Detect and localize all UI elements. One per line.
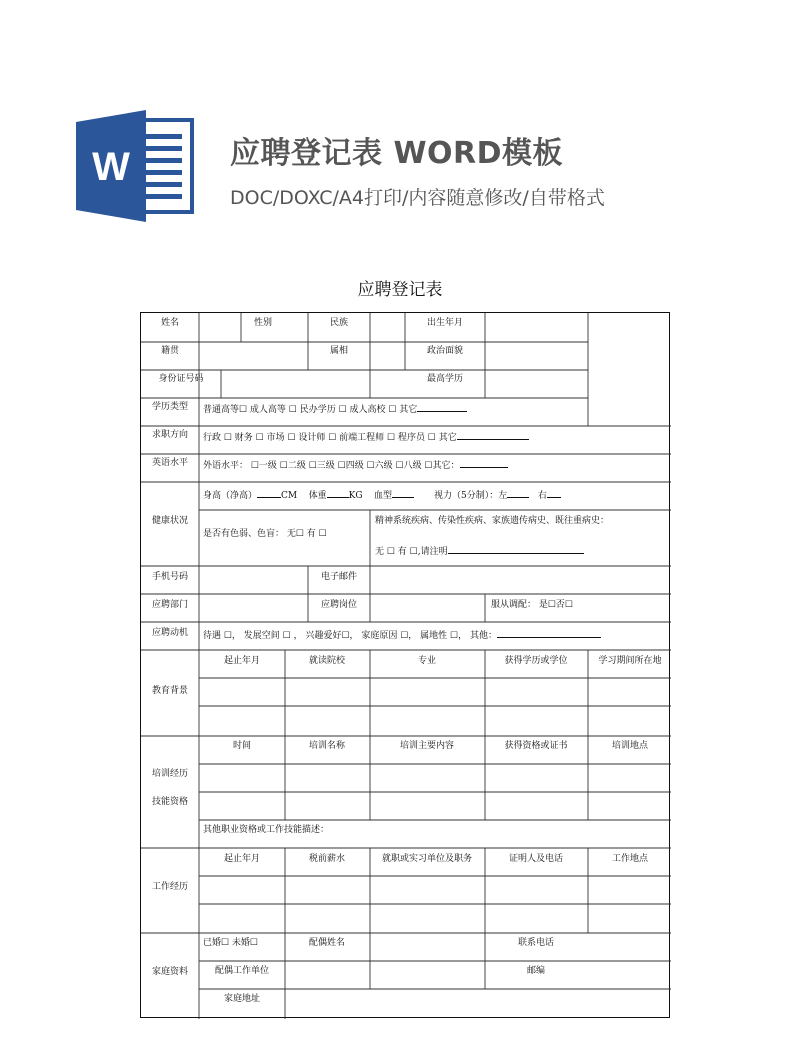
label-native-place: 籍贯 [160,346,180,356]
registration-form [140,312,670,1018]
health-measurements: 身高（净高） CM 体重 KG 血型 视力（5分制）：左 右 [203,488,561,502]
label-highest-education: 最高学历 [426,374,464,384]
label-family: 家庭资料 [151,967,189,977]
label-motive: 应聘动机 [151,628,189,638]
label-home-address: 家庭地址 [223,994,261,1004]
train-col-location: 培训地点 [611,741,649,751]
label-spouse-name: 配偶姓名 [308,938,346,948]
job-direction-options: 行政 ☐ 财务 ☐ 市场 ☐ 设计师 ☐ 前端工程师 ☐ 程序员 ☐ 其它 [203,430,529,444]
work-col-location: 工作地点 [611,854,649,864]
train-col-name: 培训名称 [308,741,346,751]
education-type-options: 普通高等☐ 成人高等 ☐ 民办学历 ☐ 成人高校 ☐ 其它 [203,402,467,416]
adjust-question: 服从调配： 是☐否☐ [491,600,573,610]
logo-letter: W [92,145,130,189]
train-col-certificate: 获得资格或证书 [504,741,568,751]
label-zip: 邮编 [526,966,546,976]
train-col-time: 时间 [232,741,252,751]
label-training: 培训经历 [151,769,189,779]
label-zodiac: 属相 [329,346,349,356]
label-education-type: 学历类型 [151,402,189,412]
page-subtitle: DOC/DOXC/A4打印/内容随意修改/自带格式 [230,187,605,209]
label-email: 电子邮件 [320,572,358,582]
work-col-reference: 证明人及电话 [508,854,564,864]
label-contact-phone: 联系电话 [517,938,555,948]
label-ethnicity: 民族 [329,318,349,328]
edu-col-degree: 获得学历或学位 [504,656,568,666]
label-job-direction: 求职方向 [151,430,189,440]
label-skills: 技能资格 [151,797,189,807]
page-title: 应聘登记表 WORD模板 [230,136,564,171]
label-english-level: 英语水平 [151,458,189,468]
motive-options: 待遇 ☐， 发展空间 ☐ ， 兴趣爱好☐， 家庭原因 ☐， 属地性 ☐， 其他： [203,628,601,642]
label-politics: 政治面貌 [426,346,464,356]
other-qualifications: 其他职业资格或工作技能描述： [203,825,330,835]
label-work-experience: 工作经历 [151,882,189,892]
train-col-content: 培训主要内容 [399,741,455,751]
edu-col-major: 专业 [417,656,437,666]
medical-history-answer: 无 ☐ 有 ☐,请注明 [375,544,584,558]
label-id-number: 身份证号码 [158,374,204,384]
work-col-salary: 税前薪水 [308,854,346,864]
form-title: 应聘登记表 [357,280,443,300]
label-phone: 手机号码 [151,572,189,582]
english-level-options: 外语水平： ☐一级 ☐二级 ☐三级 ☐四级 ☐六级 ☐八级 ☐其它： [203,458,508,472]
form-grid-lines [141,313,671,1019]
label-education-background: 教育背景 [151,686,189,696]
work-col-company: 就职或实习单位及职务 [381,854,473,864]
label-spouse-work: 配偶工作单位 [214,966,270,976]
label-post: 应聘岗位 [320,600,358,610]
word-logo-icon [76,110,196,222]
work-col-period: 起止年月 [223,854,261,864]
label-gender: 性别 [253,318,273,328]
medical-history-question: 精神系统疾病、传染性疾病、家族遗传病史、既往重病史： [375,516,610,526]
label-name: 姓名 [160,318,180,328]
label-health: 健康状况 [151,516,189,526]
edu-col-location: 学习期间所在地 [598,656,662,666]
label-birth: 出生年月 [426,318,464,328]
colorblind-question: 是否有色弱、色盲： 无☐ 有 ☐ [203,529,327,539]
edu-col-school: 就读院校 [308,656,346,666]
marital-status: 已婚☐ 未婚☐ [203,938,258,948]
label-dept: 应聘部门 [151,600,189,610]
edu-col-period: 起止年月 [223,656,261,666]
